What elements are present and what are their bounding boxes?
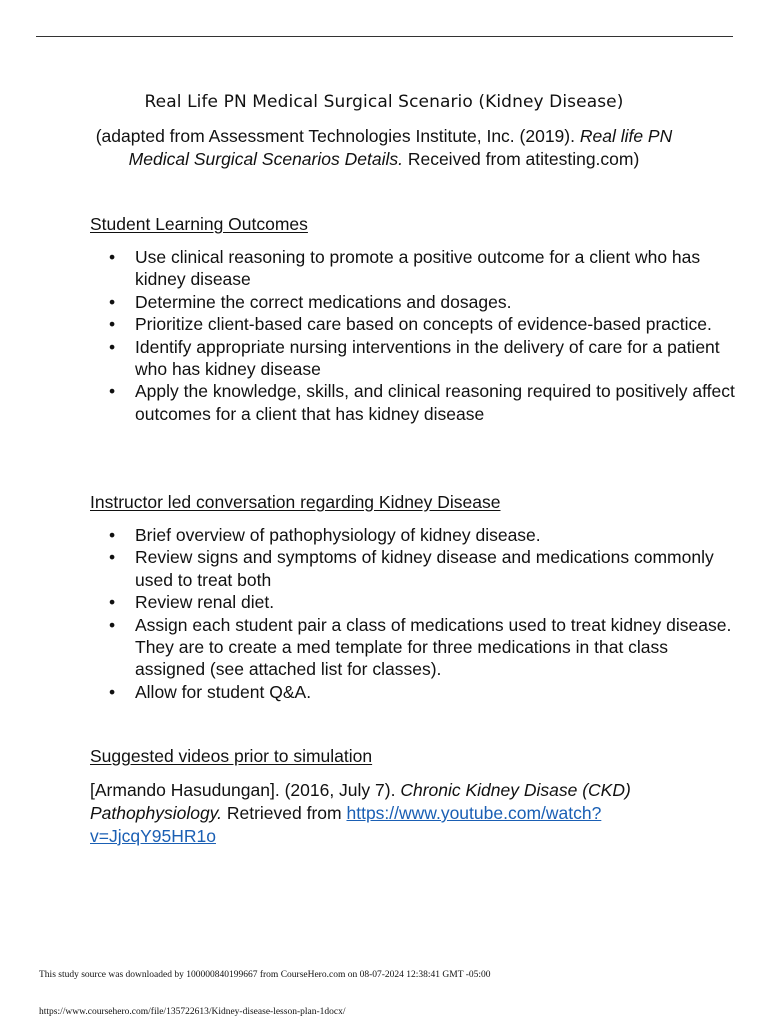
citation-italic: Real life PN Medical Surgical Scenarios Details. [128, 126, 673, 169]
section-heading-videos: Suggested videos prior to simulation [90, 746, 373, 766]
list-item: • Assign each student pair a class of medications used to treat kidney disease. They are to create a med template for three medications in that class assigned (see attached list for classes). [135, 614, 735, 681]
list-item: • Review renal diet. [135, 591, 735, 613]
citation-suffix: Received from atitesting.com) [402, 149, 640, 169]
list-item: • Brief overview of pathophysiology of kidney disease. [135, 524, 735, 546]
list-item: • Apply the knowledge, skills, and clinical reasoning required to positively affect outcomes for a client that has kidney disease [135, 380, 735, 425]
conversation-list [90, 524, 735, 703]
download-note: This study source was downloaded by 100000840199667 from CourseHero.com on 08-07-2024 12:38:41 GMT -05:00 [39, 970, 491, 980]
list-item: • Identify appropriate nursing interventions in the delivery of care for a patient who has kidney disease [135, 336, 735, 381]
video-reference [90, 779, 670, 848]
citation-prefix: (adapted from Assessment Technologies Institute, Inc. (2019). [95, 126, 580, 146]
document-title: Real Life PN Medical Surgical Scenario (Kidney Disease) [144, 92, 624, 112]
reference-middle: Retrieved from [222, 803, 347, 823]
section-heading-outcomes: Student Learning Outcomes [90, 214, 308, 234]
source-url: https://www.coursehero.com/file/135722613/Kidney-disease-lesson-plan-1docx/ [39, 1007, 346, 1017]
top-divider [36, 36, 733, 37]
list-item: • Prioritize client-based care based on concepts of evidence-based practice. [135, 313, 735, 335]
section-heading-conversation: Instructor led conversation regarding Kidney Disease [90, 492, 501, 512]
outcomes-list [90, 246, 735, 425]
list-item: • Review signs and symptoms of kidney disease and medications commonly used to treat both [135, 546, 735, 591]
reference-prefix: [Armando Hasudungan]. (2016, July 7). [90, 780, 401, 800]
list-item: • Use clinical reasoning to promote a positive outcome for a client who has kidney disease [135, 246, 735, 291]
youtube-link[interactable]: https://www.youtube.com/watch?v=JjcqY95HR1o [90, 803, 602, 846]
list-item: • Allow for student Q&A. [135, 681, 735, 703]
list-item: • Determine the correct medications and dosages. [135, 291, 735, 313]
citation [84, 125, 684, 171]
reference-italic: Chronic Kidney Disase (CKD) Pathophysiology. [90, 780, 631, 823]
